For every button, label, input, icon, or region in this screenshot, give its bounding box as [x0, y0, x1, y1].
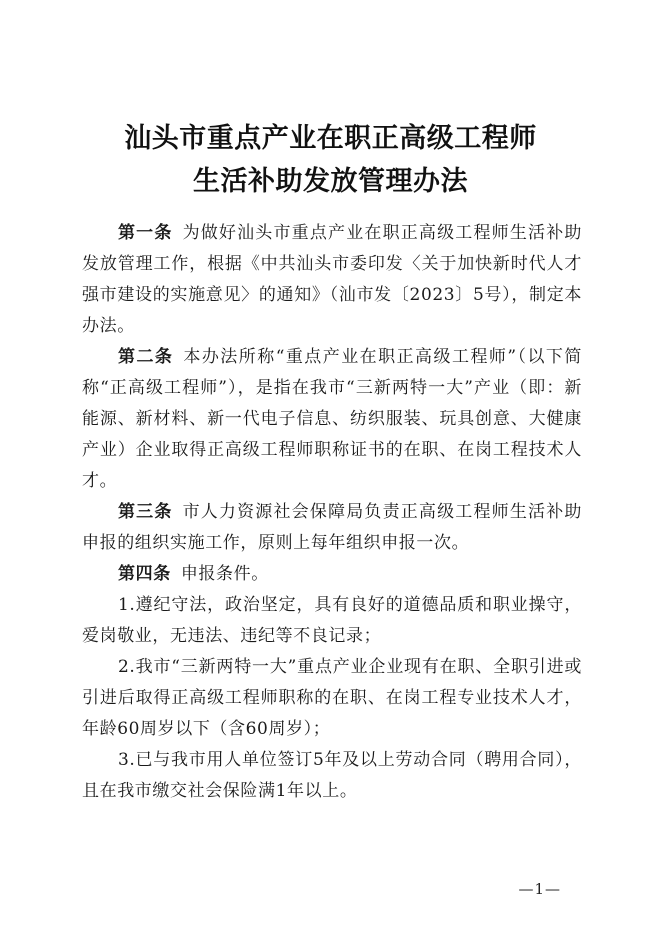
article-2-text: 本办法所称“重点产业在职正高级工程师”（以下简称“正高级工程师”），是指在我市“三新两特一大”产业（即：新能源、新材料、新一代电子信息、纺织服装、玩具创意、大健康产业）企业取得正高级工程师职称证书的在职、在岗工程技术人才。	[82, 347, 582, 491]
article-3-text: 市人力资源社会保障局负责正高级工程师生活补助申报的组织实施工作，原则上每年组织申报一次。	[82, 502, 582, 553]
article-4	[82, 559, 582, 590]
article-3	[82, 497, 582, 559]
article-2	[82, 342, 582, 497]
article-4-text: 申报条件。	[180, 564, 269, 584]
document-title-line-1: 汕头市重点产业在职正高级工程师	[124, 123, 537, 154]
article-1-label: 第一条	[118, 223, 173, 243]
document-title-line-2: 生活补助发放管理办法	[193, 166, 468, 197]
page-number: —1—	[518, 880, 561, 898]
article-1-text: 为做好汕头市重点产业在职正高级工程师生活补助发放管理工作，根据《中共汕头市委印发〈关于加快新时代人才强市建设的实施意见〉的通知》（汕市发〔2023〕5号），制定本办法。	[82, 223, 582, 336]
article-3-label: 第三条	[118, 502, 173, 522]
condition-1: 1.遵纪守法，政治坚定，具有良好的道德品质和职业操守，爱岗敬业，无违法、违纪等不良记录；	[82, 595, 582, 646]
condition-2: 2.我市“三新两特一大”重点产业企业现有在职、全职引进或引进后取得正高级工程师职称的在职、在岗工程专业技术人才，年龄60周岁以下（含60周岁）；	[82, 657, 582, 739]
article-1	[82, 218, 582, 342]
article-4-label: 第四条	[118, 564, 171, 584]
document-body	[82, 218, 582, 807]
condition-3: 3.已与我市用人单位签订5年及以上劳动合同（聘用合同），且在我市缴交社会保险满1年以上。	[82, 750, 582, 801]
article-2-label: 第二条	[118, 347, 174, 367]
